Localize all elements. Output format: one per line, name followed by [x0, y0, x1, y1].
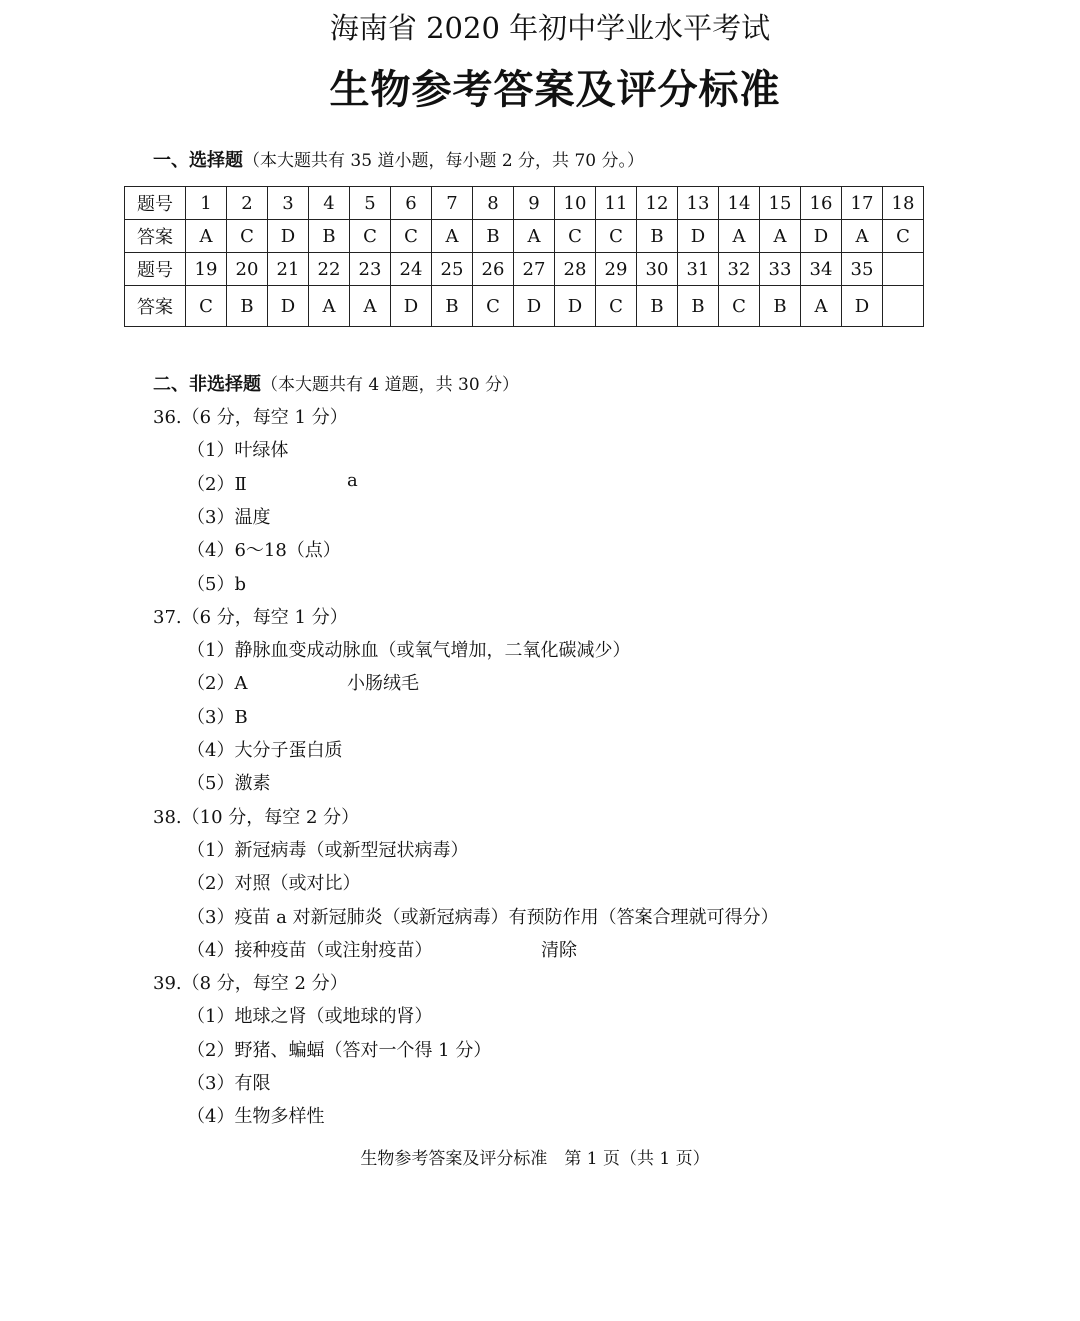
section-2-heading — [153, 370, 519, 396]
answer-cell: C — [227, 220, 268, 253]
answer-cell: A — [842, 220, 883, 253]
table-row — [125, 220, 924, 253]
answer-cell: D — [268, 286, 309, 327]
question-heading: 37.（6 分，每空 1 分） — [153, 606, 348, 628]
answer-cell: A — [350, 286, 391, 327]
question-number-cell — [883, 253, 924, 286]
question-number-cell: 32 — [719, 253, 760, 286]
question-number-cell: 21 — [268, 253, 309, 286]
question-number-cell: 2 — [227, 187, 268, 220]
section-1-heading — [153, 146, 644, 172]
answer-cell: C — [391, 220, 432, 253]
row-header: 题号 — [125, 253, 186, 286]
answer-item: （2）Ⅱ — [187, 473, 247, 495]
question-number-cell: 35 — [842, 253, 883, 286]
answer-cell: B — [678, 286, 719, 327]
answer-cell: C — [596, 286, 637, 327]
answer-cell: C — [719, 286, 760, 327]
section-1-title: 一、选择题 — [153, 150, 243, 171]
row-header: 题号 — [125, 187, 186, 220]
section-1-note: （本大题共有 35 道小题，每小题 2 分，共 70 分。） — [243, 151, 645, 171]
answer-cell: D — [678, 220, 719, 253]
question-number-cell: 4 — [309, 187, 350, 220]
question-number-cell: 18 — [883, 187, 924, 220]
table-row — [125, 187, 924, 220]
answer-cell: A — [432, 220, 473, 253]
answer-item: （1）新冠病毒（或新型冠状病毒） — [187, 839, 469, 861]
question-heading: 36.（6 分，每空 1 分） — [153, 407, 348, 428]
answer-cell: A — [309, 286, 350, 327]
question-number-cell: 7 — [432, 187, 473, 220]
page-title: 生物参考答案及评分标准 — [329, 67, 781, 113]
answer-item: （4）6～18（点） — [187, 540, 341, 562]
answer-cell: D — [555, 286, 596, 327]
question-number-cell: 8 — [473, 187, 514, 220]
answer-item-second-blank: 小肠绒毛 — [347, 673, 419, 695]
answer-item: （1）地球之肾（或地球的肾） — [187, 1006, 433, 1028]
answer-cell: A — [719, 220, 760, 253]
answer-item: （2）对照（或对比） — [187, 873, 361, 895]
answer-table — [124, 186, 924, 327]
question-number-cell: 25 — [432, 253, 473, 286]
answer-item: （2）野猪、蝙蝠（答对一个得 1 分） — [187, 1039, 492, 1061]
table-row — [125, 286, 924, 327]
question-number-cell: 28 — [555, 253, 596, 286]
question-number-cell: 5 — [350, 187, 391, 220]
answer-cell: B — [473, 220, 514, 253]
question-number-cell: 24 — [391, 253, 432, 286]
row-header: 答案 — [125, 220, 186, 253]
answer-cell: C — [883, 220, 924, 253]
answer-cell: D — [391, 286, 432, 327]
question-number-cell: 16 — [801, 187, 842, 220]
answer-cell: B — [309, 220, 350, 253]
question-number-cell: 34 — [801, 253, 842, 286]
table-row — [125, 253, 924, 286]
row-header: 答案 — [125, 286, 186, 327]
answer-cell: D — [514, 286, 555, 327]
answer-cell: D — [801, 220, 842, 253]
answer-cell: A — [760, 220, 801, 253]
question-number-cell: 10 — [555, 187, 596, 220]
answer-item: （3）疫苗 a 对新冠肺炎（或新冠病毒）有预防作用（答案合理就可得分） — [187, 906, 779, 928]
question-number-cell: 14 — [719, 187, 760, 220]
answer-cell: A — [801, 286, 842, 327]
answer-cell: B — [637, 220, 678, 253]
question-number-cell: 6 — [391, 187, 432, 220]
question-number-cell: 29 — [596, 253, 637, 286]
question-number-cell: 12 — [637, 187, 678, 220]
answer-item: （5）b — [187, 573, 246, 595]
answer-cell: A — [514, 220, 555, 253]
answer-cell: C — [555, 220, 596, 253]
question-number-cell: 15 — [760, 187, 801, 220]
question-number-cell: 11 — [596, 187, 637, 220]
question-number-cell: 20 — [227, 253, 268, 286]
question-number-cell: 19 — [186, 253, 227, 286]
question-number-cell: 13 — [678, 187, 719, 220]
exam-title: 海南省 2020 年初中学业水平考试 — [329, 11, 771, 45]
question-number-cell: 3 — [268, 187, 309, 220]
question-number-cell: 22 — [309, 253, 350, 286]
section-2-title: 二、非选择题 — [153, 374, 261, 395]
question-number-cell: 9 — [514, 187, 555, 220]
question-number-cell: 31 — [678, 253, 719, 286]
question-number-cell: 26 — [473, 253, 514, 286]
answer-cell: D — [842, 286, 883, 327]
question-number-cell: 23 — [350, 253, 391, 286]
answer-cell: D — [268, 220, 309, 253]
question-number-cell: 27 — [514, 253, 555, 286]
question-number-cell: 30 — [637, 253, 678, 286]
question-heading: 38.（10 分，每空 2 分） — [153, 806, 360, 828]
answer-item-second-blank: 清除 — [541, 939, 577, 961]
section-2-note: （本大题共有 4 道题，共 30 分） — [261, 375, 520, 395]
answer-item: （4）接种疫苗（或注射疫苗） — [187, 939, 433, 961]
question-heading: 39.（8 分，每空 2 分） — [153, 973, 348, 995]
answer-item: （4）生物多样性 — [187, 1106, 325, 1128]
answer-cell: C — [186, 286, 227, 327]
answer-item: （5）激素 — [187, 773, 271, 795]
answer-cell: B — [637, 286, 678, 327]
answer-item: （1）叶绿体 — [187, 440, 289, 462]
page-footer: 生物参考答案及评分标准 第 1 页（共 1 页） — [360, 1149, 710, 1169]
answer-item: （3）B — [187, 706, 248, 728]
answer-cell: B — [760, 286, 801, 327]
answer-item: （3）温度 — [187, 506, 271, 528]
answer-cell: C — [596, 220, 637, 253]
answer-item: （2）A — [187, 673, 248, 695]
answer-item: （1）静脉血变成动脉血（或氧气增加，二氧化碳减少） — [187, 640, 631, 662]
answer-cell: A — [186, 220, 227, 253]
answer-cell: B — [432, 286, 473, 327]
answer-cell — [883, 286, 924, 327]
answer-item: （4）大分子蛋白质 — [187, 740, 343, 761]
question-number-cell: 17 — [842, 187, 883, 220]
question-number-cell: 1 — [186, 187, 227, 220]
answer-item: （3）有限 — [187, 1073, 271, 1094]
answer-cell: C — [350, 220, 391, 253]
answer-cell: C — [473, 286, 514, 327]
answer-cell: B — [227, 286, 268, 327]
question-number-cell: 33 — [760, 253, 801, 286]
answer-item-second-blank: a — [347, 469, 358, 491]
